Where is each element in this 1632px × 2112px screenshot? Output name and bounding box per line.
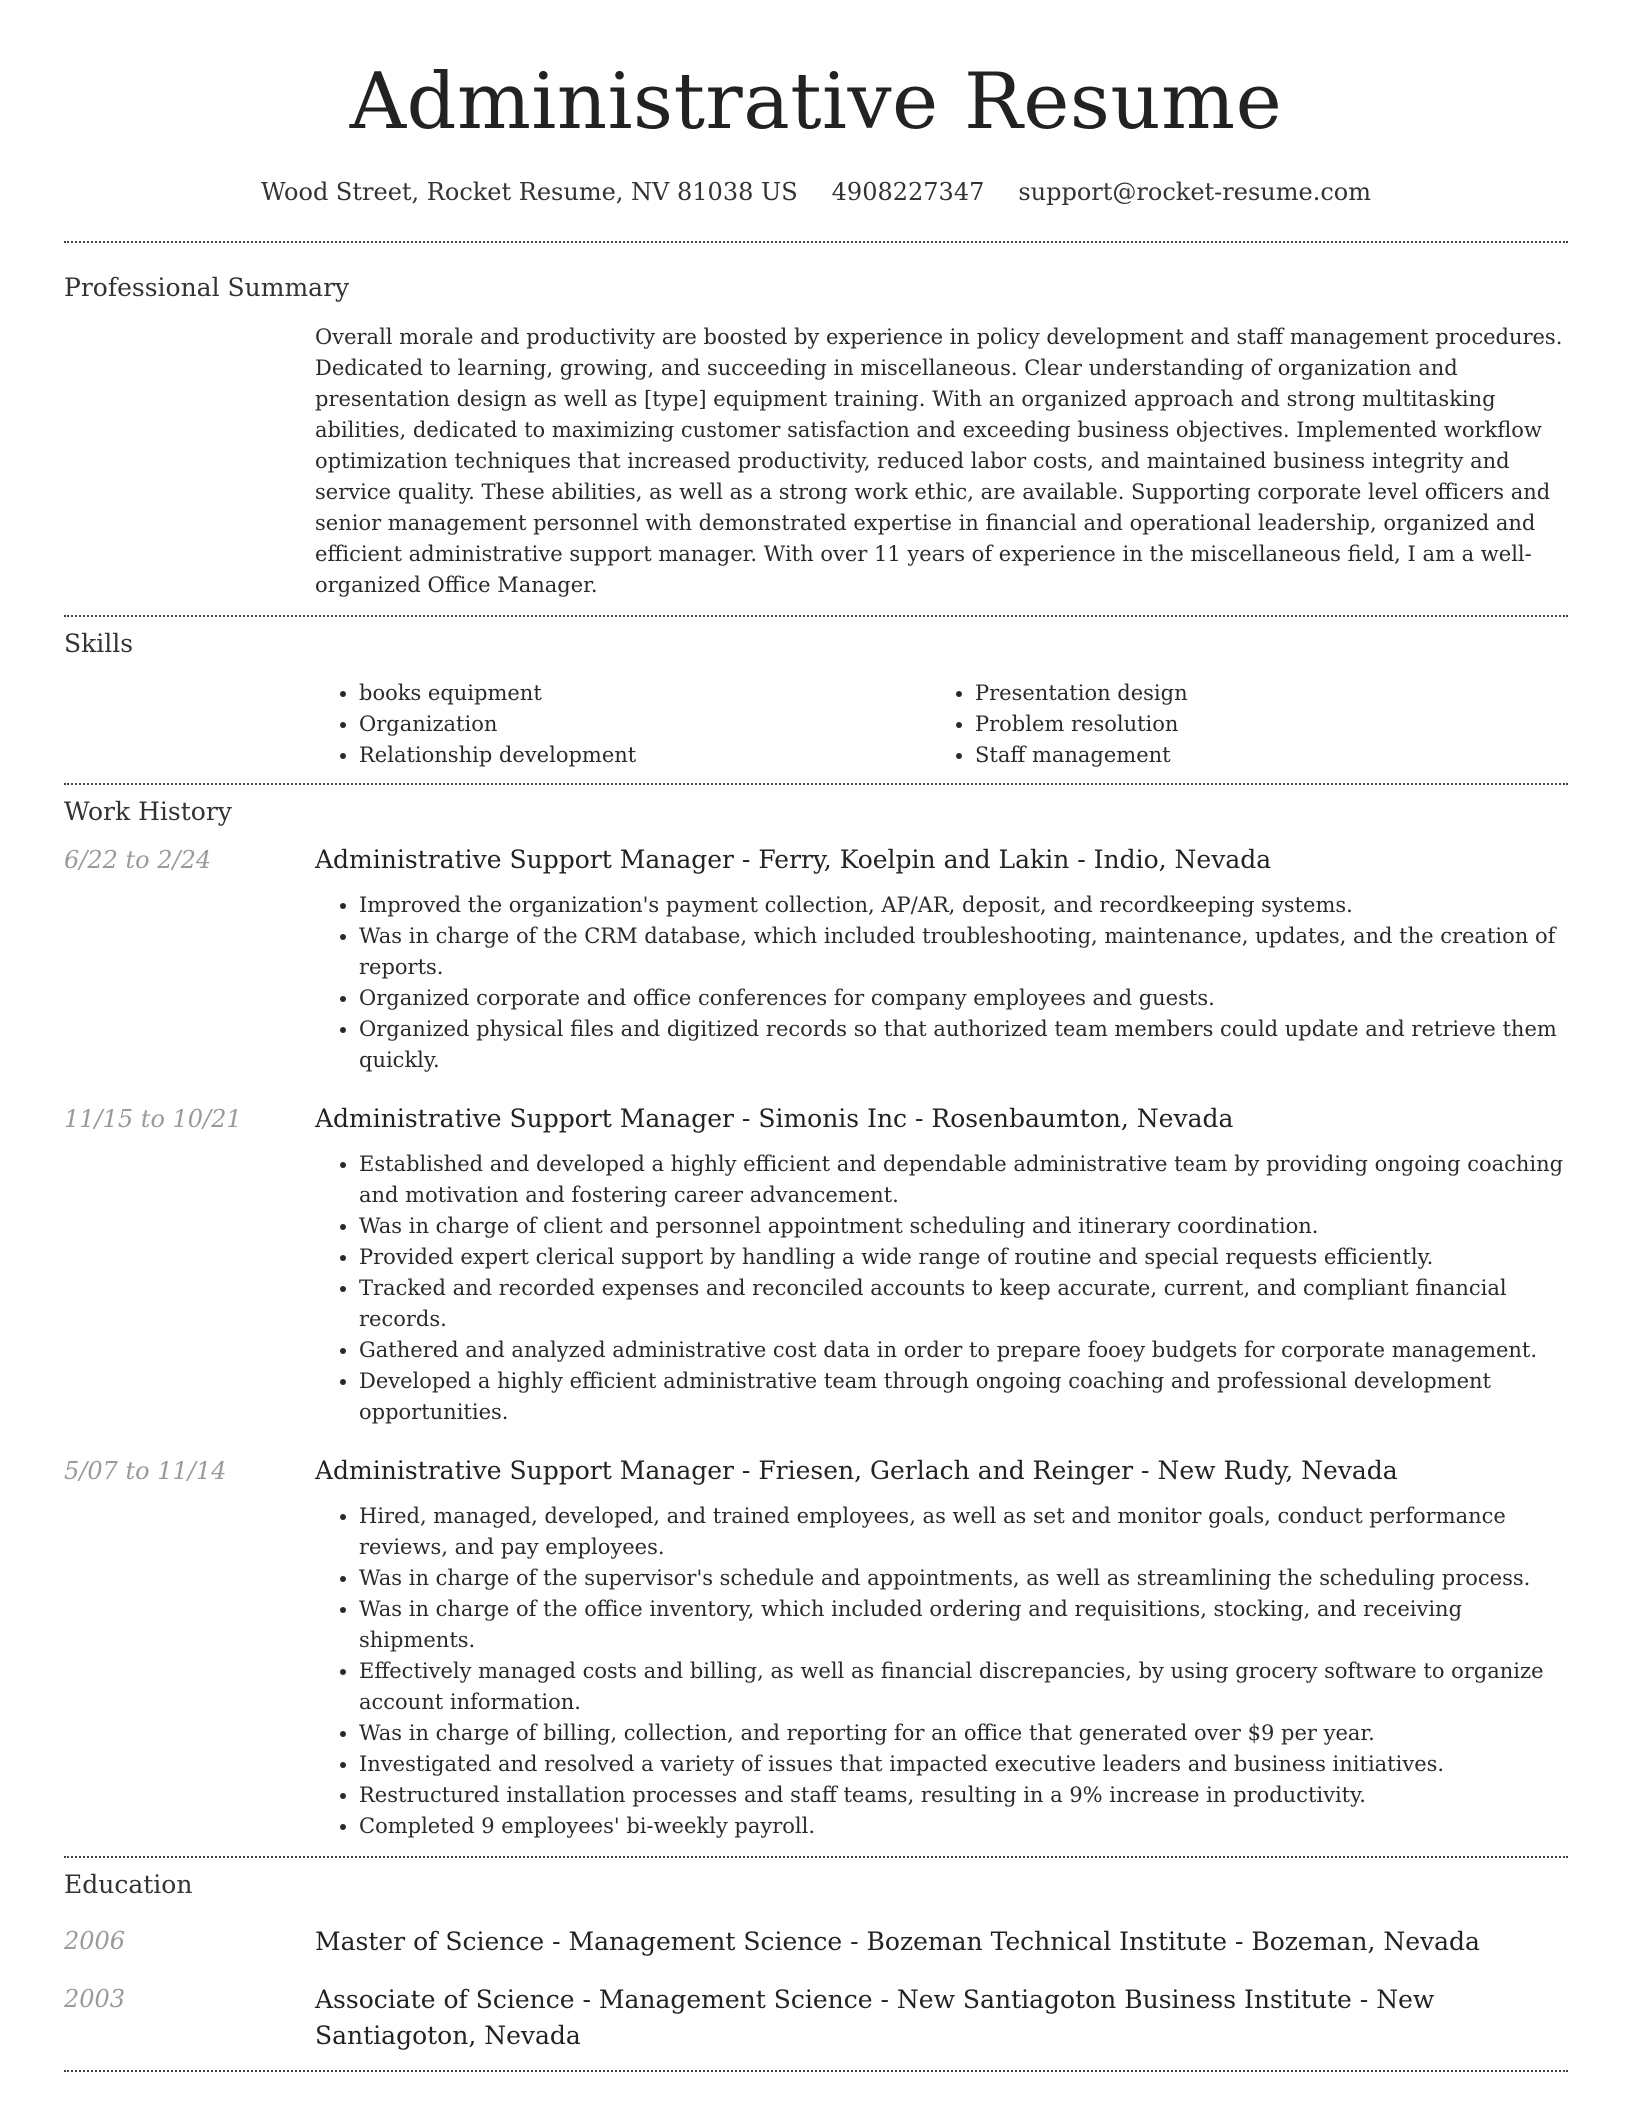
job-bullet: • Provided expert clerical support by handling a wide range of routine and special requests efficiently. — [359, 1242, 1568, 1273]
divider — [64, 2070, 1568, 2072]
education-entry — [64, 1982, 1568, 2054]
job-bullet: • Was in charge of the CRM database, which included troubleshooting, maintenance, updates, and the creation of reports. — [359, 921, 1568, 983]
education-section — [64, 1868, 1568, 2070]
education-degree: Master of Science - Management Science - Bozeman Technical Institute - Bozeman, Nevada — [315, 1927, 1480, 1956]
divider — [64, 783, 1568, 785]
job-bullet: • Was in charge of client and personnel appointment scheduling and itinerary coordination. — [359, 1211, 1568, 1242]
skill-item: • Staff management — [975, 740, 1568, 771]
job-bullet: • Gathered and analyzed administrative cost data in order to prepare fooey budgets for corporate management. — [359, 1335, 1568, 1366]
divider — [64, 241, 1568, 243]
contact-phone: 4908227347 — [831, 178, 985, 206]
job-bullet: • Was in charge of the supervisor's schedule and appointments, as well as streamlining the scheduling process. — [359, 1563, 1568, 1594]
work-section — [64, 795, 1568, 1856]
skills-list-right — [931, 678, 1568, 771]
contact-address: Wood Street, Rocket Resume, NV 81038 US — [261, 178, 798, 206]
job-bullets — [315, 890, 1568, 1076]
job-bullet: • Developed a highly efficient administrative team through ongoing coaching and professional development opportunities. — [359, 1366, 1568, 1428]
divider — [64, 1856, 1568, 1858]
education-entry — [64, 1924, 1568, 1960]
job-bullet: • Hired, managed, developed, and trained employees, as well as set and monitor goals, conduct performance reviews, and pay employees. — [359, 1501, 1568, 1563]
skill-item: • Relationship development — [359, 740, 931, 771]
education-degree: Associate of Science - Management Science - New Santiagoton Business Institute - New Santiagoton, Nevada — [315, 1985, 1435, 2050]
skill-item: • Presentation design — [975, 678, 1568, 709]
job-bullet: • Completed 9 employees' bi-weekly payroll. — [359, 1811, 1568, 1842]
resume-title: Administrative Resume — [349, 57, 1283, 147]
job-bullet: • Was in charge of the office inventory, which included ordering and requisitions, stocking, and receiving shipments. — [359, 1594, 1568, 1656]
skill-item: • books equipment — [359, 678, 931, 709]
contact-line — [64, 176, 1568, 208]
summary-section — [64, 271, 1568, 601]
section-title-work: Work History — [64, 797, 232, 826]
education-year: 2006 — [64, 1927, 126, 1955]
job-entry — [64, 1102, 1568, 1428]
summary-text: Overall morale and productivity are boosted by experience in policy development and staff management procedures. Dedicated to learning, growing, and succeeding in miscellaneous. Clear understanding of organization and presentation design as well as [type] equipment training. With an organized approach and strong multitasking abilities, dedicated to maximizing customer satisfaction and exceeding business objectives. Implemented workflow optimization techniques that increased productivity, reduced labor costs, and maintained business integrity and service quality. These abilities, as well as a strong work ethic, are available. Supporting corporate level officers and senior management personnel with demonstrated expertise in financial and operational leadership, organized and efficient administrative support manager. With over 11 years of experience in the miscellaneous field, I am a well-organized Office Manager. — [315, 325, 1563, 597]
job-bullet: • Investigated and resolved a variety of issues that impacted executive leaders and business initiatives. — [359, 1749, 1568, 1780]
job-bullet: • Effectively managed costs and billing, as well as financial discrepancies, by using grocery software to organize account information. — [359, 1656, 1568, 1718]
job-bullet: • Tracked and recorded expenses and reconciled accounts to keep accurate, current, and compliant financial records. — [359, 1273, 1568, 1335]
job-entry — [64, 1454, 1568, 1842]
job-bullet: • Improved the organization's payment collection, AP/AR, deposit, and recordkeeping systems. — [359, 890, 1568, 921]
job-bullet: • Was in charge of billing, collection, and reporting for an office that generated over $9 per year. — [359, 1718, 1568, 1749]
job-entry — [64, 843, 1568, 1076]
section-title-education: Education — [64, 1870, 193, 1899]
job-title: Administrative Support Manager - Simonis Inc - Rosenbaumton, Nevada — [315, 1104, 1234, 1133]
job-bullets — [315, 1149, 1568, 1428]
job-bullet: • Organized corporate and office conferences for company employees and guests. — [359, 983, 1568, 1014]
section-title-skills: Skills — [64, 629, 134, 658]
skills-list-left — [315, 678, 931, 771]
job-dates: 11/15 to 10/21 — [64, 1105, 242, 1133]
job-bullets — [315, 1501, 1568, 1842]
job-bullet: • Organized physical files and digitized records so that authorized team members could update and retrieve them quickly. — [359, 1014, 1568, 1076]
section-title-summary: Professional Summary — [64, 273, 350, 302]
divider — [64, 615, 1568, 617]
education-year: 2003 — [64, 1985, 126, 2013]
job-bullet: • Established and developed a highly efficient and dependable administrative team by providing ongoing coaching and motivation and fostering career advancement. — [359, 1149, 1568, 1211]
contact-email: support@rocket-resume.com — [1018, 178, 1371, 206]
skill-item: • Problem resolution — [975, 709, 1568, 740]
job-bullet: • Restructured installation processes and staff teams, resulting in a 9% increase in productivity. — [359, 1780, 1568, 1811]
skills-section — [64, 627, 1568, 771]
skill-item: • Organization — [359, 709, 931, 740]
job-dates: 5/07 to 11/14 — [64, 1457, 227, 1485]
job-dates: 6/22 to 2/24 — [64, 846, 212, 874]
job-title: Administrative Support Manager - Ferry, Koelpin and Lakin - Indio, Nevada — [315, 845, 1272, 874]
job-title: Administrative Support Manager - Friesen, Gerlach and Reinger - New Rudy, Nevada — [315, 1456, 1398, 1485]
skills-grid — [315, 678, 1568, 771]
